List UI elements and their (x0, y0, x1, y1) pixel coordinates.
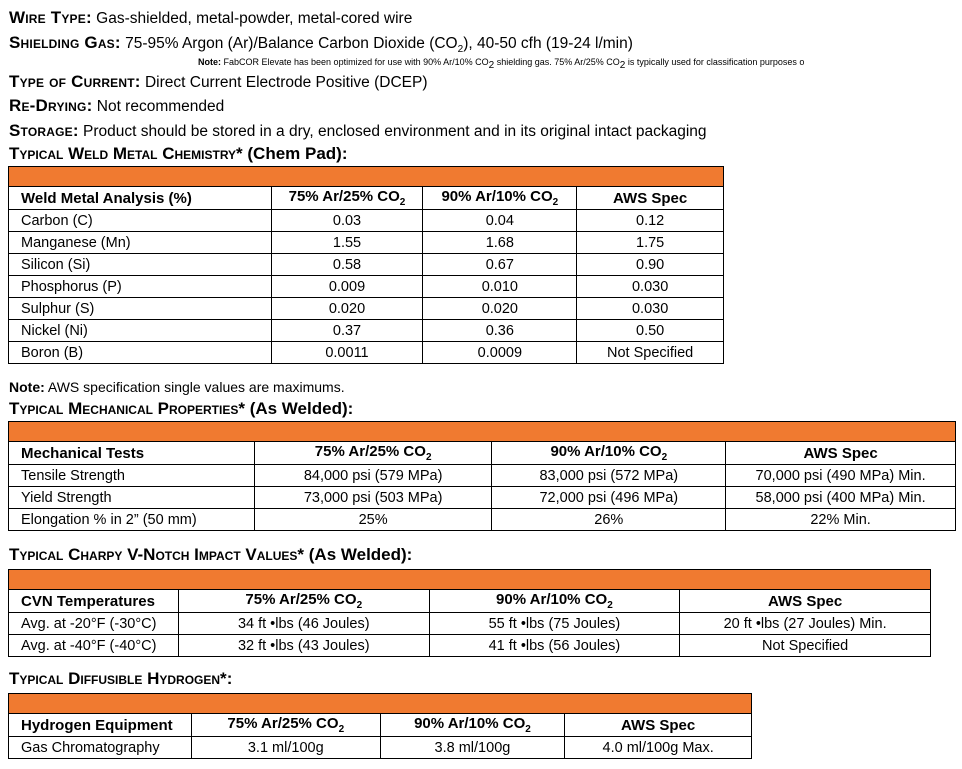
chemistry-note (9, 379, 345, 395)
table-cell: 0.36 (423, 320, 577, 342)
table-cell: 41 ft •lbs (56 Joules) (429, 635, 680, 657)
table-accent-bar (9, 694, 752, 714)
column-header: AWS Spec (577, 187, 724, 210)
table-accent-bar (9, 570, 931, 590)
table-cell: Avg. at -40°F (-40°C) (9, 635, 179, 657)
re-drying-label: Re-Drying: (9, 96, 93, 115)
table-header-row (9, 442, 956, 465)
table-cell: Manganese (Mn) (9, 232, 272, 254)
table-cell: 55 ft •lbs (75 Joules) (429, 613, 680, 635)
wire-type-label: Wire Type: (9, 8, 92, 27)
table-cell: Boron (B) (9, 342, 272, 364)
table-cell: 0.009 (271, 276, 423, 298)
column-header: 75% Ar/25% $CO_2$ (271, 187, 423, 210)
column-header: AWS Spec (726, 442, 956, 465)
column-header: 90% Ar/10% $CO_2$ (492, 442, 726, 465)
column-header: Mechanical Tests (9, 442, 255, 465)
column-header: 75% Ar/25% $CO_2$ (254, 442, 492, 465)
shielding-note-label: Note: (198, 57, 221, 67)
table-cell: Nickel (Ni) (9, 320, 272, 342)
type-of-current-value: Direct Current Electrode Positive (DCEP) (140, 74, 428, 91)
storage-value: Product should be stored in a dry, enclosed environment and in its original intact packaging (78, 123, 707, 140)
shielding-gas-label: Shielding Gas: (9, 33, 121, 52)
table-cell: Phosphorus (P) (9, 276, 272, 298)
table-accent-bar (9, 422, 956, 442)
mechanical-heading-suffix: (As Welded): (244, 399, 354, 418)
table-cell: 25% (254, 509, 492, 531)
table-cell: 58,000 psi (400 MPa) Min. (726, 487, 956, 509)
table-cell: 20 ft •lbs (27 Joules) Min. (680, 613, 931, 635)
table-header-row (9, 187, 724, 210)
hydrogen-heading (9, 669, 232, 689)
type-of-current-label: Type of Current: (9, 72, 141, 91)
table-cell: 1.75 (577, 232, 724, 254)
table-row (9, 465, 956, 487)
table-cell: Gas Chromatography (9, 737, 192, 759)
table-cell: Carbon (C) (9, 210, 272, 232)
chemistry-note-text: AWS specification single values are maximums. (44, 379, 345, 395)
table-cell: Avg. at -20°F (-30°C) (9, 613, 179, 635)
chemistry-heading-suffix: (Chem Pad): (242, 144, 348, 163)
charpy-heading (9, 545, 412, 565)
table-cell: 0.12 (577, 210, 724, 232)
table-cell: 0.90 (577, 254, 724, 276)
hydrogen-heading-title: Typical Diffusible Hydrogen* (9, 669, 227, 688)
table-row (9, 210, 724, 232)
table-cell: Tensile Strength (9, 465, 255, 487)
table-row (9, 254, 724, 276)
co2-subscript: 2 (619, 59, 626, 71)
column-header: AWS Spec (680, 590, 931, 613)
table-cell: Yield Strength (9, 487, 255, 509)
shielding-note (198, 57, 804, 71)
shielding-note-text-mid: shielding gas. 75% Ar/25% CO (494, 57, 620, 67)
column-header: AWS Spec (565, 714, 752, 737)
type-of-current-line (9, 72, 428, 92)
table-cell: 0.50 (577, 320, 724, 342)
co2-subscript: 2 (457, 44, 464, 56)
mechanical-table (8, 421, 956, 531)
table-cell: 0.67 (423, 254, 577, 276)
table-row (9, 487, 956, 509)
table-cell: Sulphur (S) (9, 298, 272, 320)
table-cell: Not Specified (577, 342, 724, 364)
table-cell: 0.0011 (271, 342, 423, 364)
chemistry-note-label: Note: (9, 379, 45, 395)
table-cell: 0.58 (271, 254, 423, 276)
wire-type-line (9, 8, 412, 28)
table-cell: 0.030 (577, 298, 724, 320)
shielding-gas-value-post: ), 40-50 cfh (19-24 l/min) (463, 35, 633, 52)
table-cell: 32 ft •lbs (43 Joules) (178, 635, 429, 657)
hydrogen-heading-suffix: : (226, 669, 233, 688)
table-row (9, 635, 931, 657)
table-row (9, 232, 724, 254)
shielding-gas-value (120, 35, 633, 56)
table-header-row (9, 714, 752, 737)
table-cell: 83,000 psi (572 MPa) (492, 465, 726, 487)
column-header: 75% Ar/25% $CO_2$ (191, 714, 380, 737)
table-cell: 72,000 psi (496 MPa) (492, 487, 726, 509)
column-header: Weld Metal Analysis (%) (9, 187, 272, 210)
table-cell: 70,000 psi (490 MPa) Min. (726, 465, 956, 487)
re-drying-value: Not recommended (92, 98, 225, 115)
table-row (9, 509, 956, 531)
table-header-row (9, 590, 931, 613)
table-cell: Elongation % in 2” (50 mm) (9, 509, 255, 531)
table-cell: 0.030 (577, 276, 724, 298)
charpy-heading-title: Typical Charpy V-Notch Impact Values* (9, 545, 305, 564)
table-cell: 3.8 ml/100g (380, 737, 565, 759)
table-row (9, 342, 724, 364)
table-cell: 73,000 psi (503 MPa) (254, 487, 492, 509)
table-cell: 0.020 (271, 298, 423, 320)
column-header: 75% Ar/25% $CO_2$ (178, 590, 429, 613)
co2-subscript: 2 (488, 59, 495, 71)
table-cell: 0.37 (271, 320, 423, 342)
table-cell: 0.020 (423, 298, 577, 320)
table-cell: 0.04 (423, 210, 577, 232)
chemistry-heading (9, 144, 348, 164)
table-cell: 26% (492, 509, 726, 531)
table-cell: 0.03 (271, 210, 423, 232)
table-cell: 3.1 ml/100g (191, 737, 380, 759)
column-header: Hydrogen Equipment (9, 714, 192, 737)
shielding-note-text-post: is typically used for classification purposes o (625, 57, 805, 67)
table-row (9, 613, 931, 635)
re-drying-line (9, 96, 224, 116)
table-cell: 1.55 (271, 232, 423, 254)
table-accent-bar (9, 167, 724, 187)
storage-label: Storage: (9, 121, 79, 140)
table-cell: 0.0009 (423, 342, 577, 364)
table-cell: Not Specified (680, 635, 931, 657)
hydrogen-table (8, 693, 752, 759)
table-row (9, 737, 752, 759)
table-cell: 4.0 ml/100g Max. (565, 737, 752, 759)
wire-type-value: Gas-shielded, metal-powder, metal-cored wire (91, 10, 413, 27)
table-row (9, 320, 724, 342)
shielding-gas-value-pre: 75-95% Argon (Ar)/Balance Carbon Dioxide (CO (120, 35, 458, 52)
chemistry-table (8, 166, 724, 364)
charpy-heading-suffix: (As Welded): (304, 545, 413, 564)
column-header: CVN Temperatures (9, 590, 179, 613)
column-header: 90% Ar/10% $CO_2$ (380, 714, 565, 737)
table-cell: 1.68 (423, 232, 577, 254)
shielding-note-text-pre: FabCOR Elevate has been optimized for use with 90% Ar/10% CO (221, 57, 489, 67)
table-cell: 0.010 (423, 276, 577, 298)
chemistry-heading-title: Typical Weld Metal Chemistry* (9, 144, 243, 163)
storage-line (9, 121, 707, 141)
mechanical-heading-title: Typical Mechanical Properties* (9, 399, 245, 418)
table-cell: Silicon (Si) (9, 254, 272, 276)
table-cell: 84,000 psi (579 MPa) (254, 465, 492, 487)
table-row (9, 276, 724, 298)
column-header: 90% Ar/10% $CO_2$ (423, 187, 577, 210)
table-cell: 22% Min. (726, 509, 956, 531)
table-cell: 34 ft •lbs (46 Joules) (178, 613, 429, 635)
column-header: 90% Ar/10% $CO_2$ (429, 590, 680, 613)
mechanical-heading (9, 399, 353, 419)
table-row (9, 298, 724, 320)
shielding-gas-line (9, 33, 633, 55)
charpy-table (8, 569, 931, 657)
